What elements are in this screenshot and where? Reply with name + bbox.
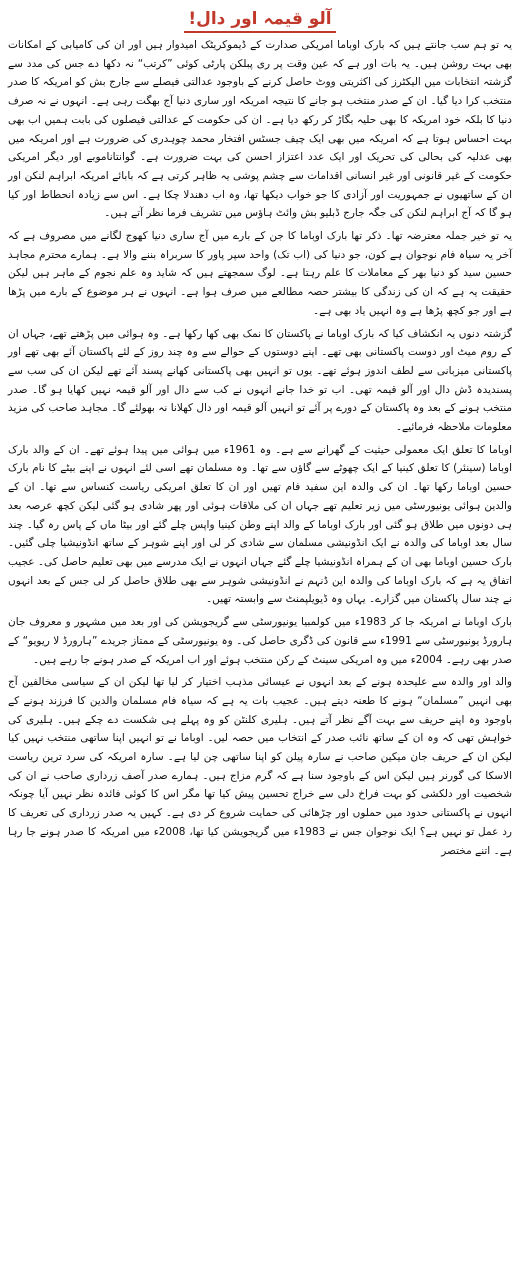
article-paragraph: یہ تو ہم سب جانتے ہیں کہ بارک اوباما امریکی صدارت کے ڈیموکریٹک امیدوار ہیں اور ان کی کامیابی کے امکانات بھی بہت روشن ہیں۔ یہ بات اور ہے کہ عین وقت پر ری پبلکن پارٹی کوئی ”کرتب“ نہ دکھا دے جس کی مدد سے گزشتہ انتخابات میں الیکٹرز کی اکثریتی ووٹ حاصل کرنے کے باوجود عدالتی فیصلے سے جارج بش کو امریکہ کا صدر منتخب کرا دیا گیا۔ ان کے صدر منتخب ہو جانے کا نتیجہ امریکہ اور ساری دنیا آج بھگت رہی ہے۔ انہوں نے نہ صرف دنیا کا بلکہ خود امریکہ کا بھی حلیہ بگاڑ کر رکھ دیا ہے۔ ان کی حکومت کے عدالتی فیصلوں کی بابت ہمیں اب بھی بہت احساس ہوتا ہے کہ امریکہ میں بھی ایک چیف جسٹس افتخار محمد چوہدری کی ضرورت ہے اور امریکہ میں بھی عدلیہ کی بحالی کی تحریک اور ایک عدد اعتزاز احسن کی بہت ضرورت ہے۔ گوانتاناموبے اور دیگر امریکی حکومت کے غیر قانونی اور غیر انسانی اقدامات سے چشم پوشی یہ ظاہر کرتی ہے کہ بابائے امریکہ ابراہم لنکن اور ان کے ساتھیوں نے جمہوریت اور آزادی کا جو خواب دیکھا تھا، وہ اب دھندلا چکا ہے۔ اس سے زیادہ انحطاط اور کیا ہو گا کہ آج ابراہم لنکن کی جگہ جارج ڈبلیو بش وائٹ ہاؤس میں تشریف فرما نظر آتے ہیں۔ — [8, 39, 512, 220]
article-paragraph: اوباما کا تعلق ایک معمولی حیثیت کے گھرانے سے ہے۔ وہ 1961ء میں ہوائی میں پیدا ہوئے تھے۔ ان کے والد بارک اوباما (سینئر) کا تعلق کینیا کے ایک چھوٹے سے گاؤں سے تھا۔ وہ مسلمان تھے اسی لئے انہوں نے اپنے بیٹے کا نام بارک حسین اوباما رکھا تھا۔ ان کی والدہ این سفید فام تھیں اور ان کا تعلق امریکی ریاست کنساس سے تھا۔ ان کے والدین ہوائی یونیورسٹی میں زیر تعلیم تھے جہاں ان کی ملاقات ہوئی اور پھر شادی ہو گئی لیکن کچھ عرصہ بعد ہی دونوں میں طلاق ہو گئی اور بارک اوباما کے والد اپنے وطن کینیا واپس چلے گئے اور بیٹا ماں کے پاس رہ گیا۔ چند سال بعد اوباما کی والدہ نے ایک انڈونیشی مسلمان سے شادی کر لی اور اپنے شوہر کے ساتھ انڈونیشیا چلی گئیں۔ بارک حسین اوباما بھی ان کے ہمراہ انڈونیشیا چلے گئے جہاں انہوں نے ایک مدرسے میں بھی تعلیم حاصل کی۔ عجیب اتفاق یہ ہے کہ بارک اوباما کی والدہ این ڈنہم نے انڈونیشی شوہر سے بھی طلاق حاصل کر لی جس کے بعد انہوں نے چند سال پاکستان میں گزارے۔ یہاں وہ ڈیویلپمنٹ سے وابستہ تھیں۔ — [8, 443, 512, 606]
article-paragraph: والد اور والدہ سے علیحدہ ہونے کے بعد انہوں نے عیسائی مذہب اختیار کر لیا تھا لیکن ان کے سیاسی مخالفین آج بھی انہیں ”مسلمان“ ہونے کا طعنہ دیتے ہیں۔ عجیب بات یہ ہے کہ سیاہ فام مسلمان والدین کا فرزند ہونے کے باوجود وہ اپنے حریف سے بہت آگے نظر آتے ہیں۔ ہلیری کلنٹن کو وہ پہلے ہی شکست دے چکے ہیں۔ ہلیری کی خواہش تھی کہ وہ ان کے ساتھ نائب صدر کے انتخاب میں حصہ لیں۔ اوباما نے تو انہیں اپنا ساتھی منتخب نہیں کیا لیکن ان کے حریف جان میکین صاحب نے سارہ پیلن کو اپنا ساتھی چن لیا ہے۔ سارہ امریکہ کی سرد ترین ریاست الاسکا کی گورنر ہیں لیکن اس کے باوجود سنا ہے کہ گرم مزاج ہیں۔ ہمارے صدر آصف زرداری صاحب نے ان کی شخصیت اور دلکشی کو بہت فراخ دلی سے خراج تحسین پیش کیا تھا مگر اس کا کوئی فائدہ نظر نہیں آیا چونکہ انہوں نے پاکستانی حدود میں حملوں اور چڑھائی کی حمایت شروع کر دی ہے۔ کہیں یہ صدر زرداری کی تعریف کا رد عمل تو نہیں ہے؟ ایک نوجوان جس نے 1983ء میں گریجویشن کیا تھا، 2008ء میں امریکہ کا صدر ہونے جا رہا ہے۔ اتنے مختصر — [8, 676, 512, 857]
article-title: آلو قیمہ اور دال! — [184, 7, 335, 33]
article-paragraph: گزشتہ دنوں یہ انکشاف کیا کہ بارک اوباما نے پاکستان کا نمک بھی کھا رکھا ہے۔ وہ ہوائی میں پڑھتے تھے، جہاں ان کے روم میٹ اور دوست پاکستانی بھی تھے۔ اپنے دوستوں کے حوالے سے وہ چند روز کے لئے پاکستان آئے بھی تھے اور پاکستانی میزبانی سے لطف اندوز ہوئے تھے۔ یوں تو انہیں بھی پاکستانی کھانے پسند آئے تھے لیکن ان کی سب سے پسندیدہ ڈش دال اور آلو قیمہ تھی۔ اب تو خدا جانے انہوں نے کب سے دال اور آلو قیمہ نہیں کھایا ہو گا۔ صدر منتخب ہونے کے بعد وہ پاکستان کے دورے پر آئے تو انہیں آلو قیمہ اور دال کھلانا نہ بھولئے گا۔ مجاہد صاحب کی مزید معلومات ملاحظہ فرمائیے۔ — [8, 327, 512, 434]
article-paragraph: بارک اوباما نے امریکہ جا کر 1983ء میں کولمبیا یونیورسٹی سے گریجویشن کی اور بعد میں مشہور و معروف جان ہارورڈ یونیورسٹی سے 1991ء سے قانون کی ڈگری حاصل کی۔ وہ یونیورسٹی کے ممتاز جریدے ”ہارورڈ لا ریویو“ کے صدر بھی رہے۔ 2004ء میں وہ امریکی سینٹ کے رکن منتخب ہوئے اور اب امریکہ کے صدر ہونے جا رہے ہیں۔ — [8, 616, 512, 666]
article-body — [8, 36, 512, 860]
article-paragraph: یہ تو خیر جملہ معترضہ تھا۔ ذکر تھا بارک اوباما کا جن کے بارے میں آج ساری دنیا کھوج لگانے میں مصروف ہے کہ آخر یہ سیاہ فام نوجوان ہے کون، جو دنیا کی (اب تک) واحد سپر پاور کا سربراہ بننے والا ہے۔ ہمارے محترم مجاہد حسین سید کو دنیا بھر کے معاملات کا علم رہتا ہے۔ لوگ سمجھتے ہیں کہ شاید وہ علم نجوم کے ماہر ہیں لیکن حقیقت یہ ہے کہ ان کی زندگی کا بیشتر حصہ مطالعے میں صرف ہوا ہے۔ انہوں نے ہر موضوع کے بارے میں پڑھا ہے اور جو کچھ پڑھا ہے وہ انہیں یاد بھی ہے۔ — [8, 230, 512, 317]
title-container — [8, 6, 512, 34]
